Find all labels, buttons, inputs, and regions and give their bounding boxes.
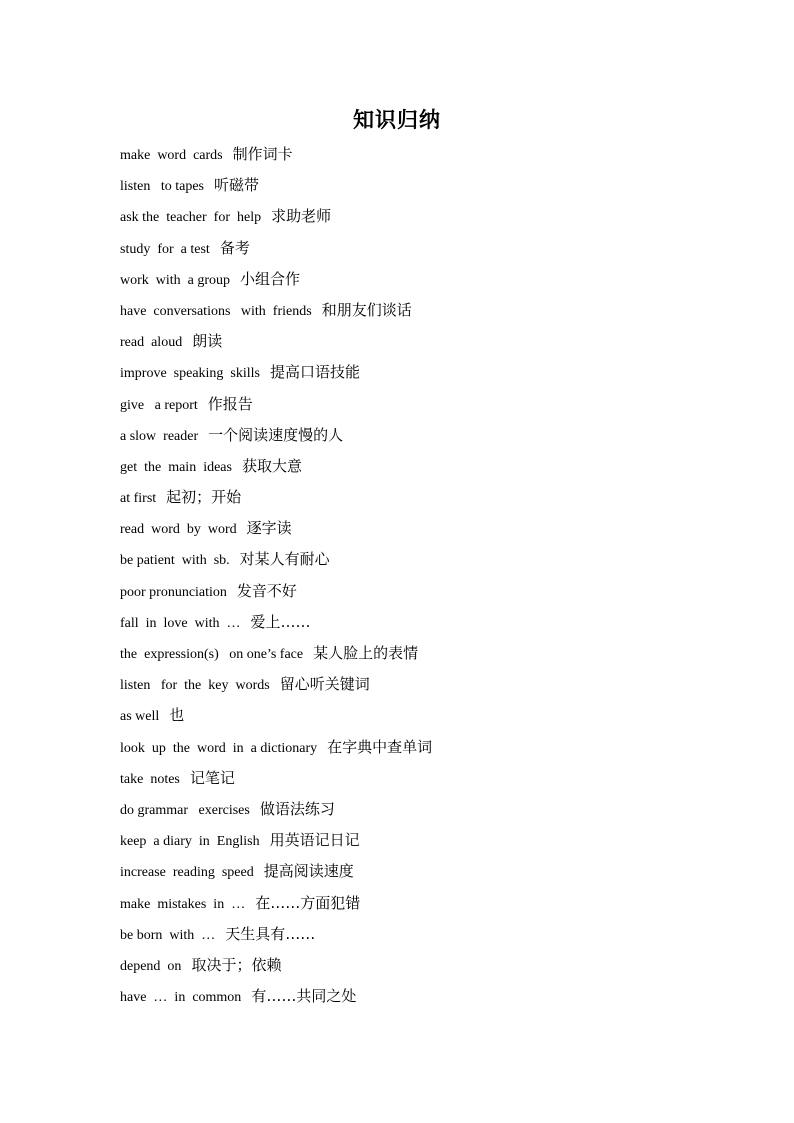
phrase-item [120,143,720,174]
phrase-english: as well [120,709,160,725]
phrase-english: poor pronunciation [120,584,227,600]
phrase-english: depend on [120,958,182,974]
phrase-item [120,517,720,548]
phrase-english: do grammar exercises [120,802,250,818]
phrase-chinese: 在……方面犯错 [255,893,361,912]
phrase-chinese: 有……共同之处 [251,987,357,1006]
phrase-chinese: 作报告 [207,394,253,413]
page-title: 知识归纳 [353,108,441,132]
phrase-item [120,892,720,923]
phrase-english: take notes [120,771,180,787]
phrase-item [120,237,720,268]
phrase-item [120,923,720,954]
phrase-chinese: 也 [169,706,185,725]
phrase-english: fall in love with … [120,615,241,631]
phrase-english: be born with … [120,927,216,943]
phrase-english: give a report [120,397,198,413]
phrase-item [120,611,720,642]
phrase-chinese: 获取大意 [241,456,302,475]
phrase-english: get the main ideas [120,459,232,475]
phrase-english: read aloud [120,335,183,351]
phrase-english: work with a group [120,272,231,288]
phrase-item [120,954,720,985]
phrase-item [120,393,720,424]
phrase-item [120,736,720,767]
phrase-item [120,829,720,860]
phrase-chinese: 在字典中查单词 [327,737,433,756]
phrase-chinese: 对某人有耐心 [239,550,330,569]
phrase-chinese: 一个阅读速度慢的人 [208,425,344,444]
phrase-chinese: 做语法练习 [259,799,335,818]
phrase-item [120,330,720,361]
phrase-english: read word by word [120,522,237,538]
phrase-chinese: 逐字读 [246,519,292,538]
phrase-item [120,548,720,579]
phrase-chinese: 和朋友们谈话 [321,300,412,319]
phrase-chinese: 记笔记 [189,768,235,787]
phrase-chinese: 用英语记日记 [269,831,360,850]
phrase-english: increase reading speed [120,865,254,881]
phrase-english: the expression(s) on one’s face [120,647,304,662]
phrase-item [120,860,720,891]
phrase-item [120,174,720,205]
phrase-chinese: 求助老师 [271,207,332,226]
phrase-chinese: 某人脸上的表情 [313,644,419,662]
phrase-english: make mistakes in … [120,896,246,912]
phrase-english: listen for the key words [120,678,270,694]
phrase-chinese: 发音不好 [236,581,297,600]
phrase-chinese: 提高阅读速度 [263,862,354,881]
phrase-item [120,798,720,829]
phrase-english: study for a test [120,241,210,257]
phrase-english: ask the teacher for help [120,210,262,226]
phrase-chinese: 爱上…… [250,612,311,631]
phrase-item [120,673,720,704]
phrase-chinese: 起初；开始 [166,488,242,507]
phrase-chinese: 备考 [219,238,250,257]
phrase-item [120,299,720,330]
phrase-english: at first [120,491,157,507]
phrase-item [120,580,720,611]
phrase-english: keep a diary in English [120,834,260,850]
phrase-chinese: 取决于；依赖 [191,955,282,974]
phrase-chinese: 留心听关键词 [279,675,370,694]
phrase-item [120,205,720,236]
phrase-item [120,642,720,673]
phrase-english: make word cards [120,148,223,163]
phrase-item [120,361,720,392]
phrase-item [120,455,720,486]
phrase-chinese: 朗读 [192,332,223,351]
phrase-list [120,143,720,1016]
phrase-item [120,704,720,735]
phrase-chinese: 天生具有…… [225,924,316,943]
phrase-chinese: 提高口语技能 [270,363,361,382]
phrase-item [120,268,720,299]
phrase-chinese: 小组合作 [240,269,301,288]
phrase-item [120,424,720,455]
phrase-english: a slow reader [120,428,199,444]
phrase-english: look up the word in a dictionary [120,740,318,756]
phrase-english: be patient with sb. [120,553,230,569]
phrase-english: listen to tapes [120,179,204,195]
phrase-item [120,985,720,1016]
phrase-english: improve speaking skills [120,366,260,382]
phrase-english: have … in common [120,990,242,1006]
phrase-chinese: 听磁带 [214,176,260,195]
phrase-chinese: 制作词卡 [232,145,293,163]
phrase-english: have conversations with friends [120,303,312,319]
phrase-item [120,486,720,517]
phrase-item [120,767,720,798]
